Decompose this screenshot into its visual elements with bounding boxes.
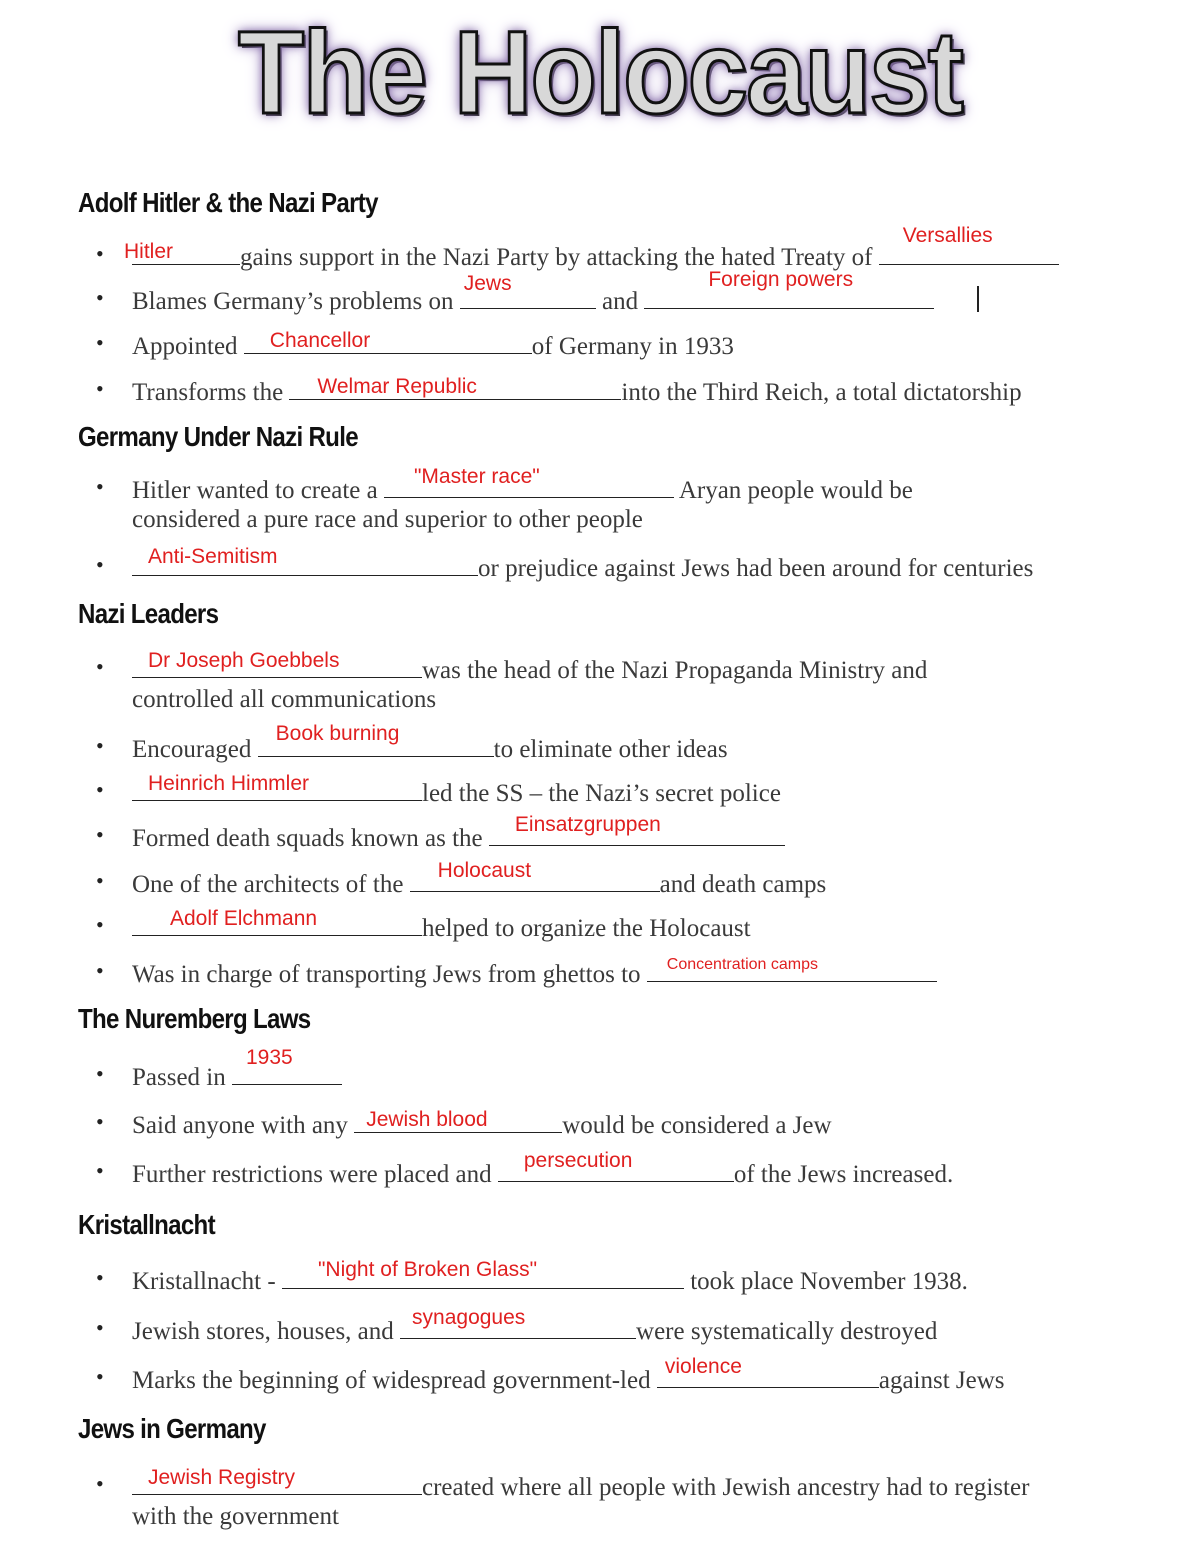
- bullet: •: [96, 912, 104, 937]
- item-kristallnacht: [132, 1258, 968, 1298]
- text-cursor: [977, 286, 979, 312]
- answer-blank[interactable]: [354, 1106, 562, 1133]
- answer-text: "Night of Broken Glass": [317, 1258, 538, 1281]
- answer-text: Dr Joseph Goebbels: [148, 649, 340, 672]
- item-master-race: [132, 465, 913, 507]
- answer-text: "Master race": [413, 465, 540, 488]
- item-text: was the head of the Nazi Propaganda Ministry and: [422, 657, 928, 684]
- item-text: created where all people with Jewish ancestry had to register: [422, 1474, 1030, 1501]
- answer-text: Concentration camps: [666, 956, 818, 973]
- bullet: •: [96, 654, 104, 679]
- answer-text: Adolf Elchmann: [170, 907, 318, 930]
- item-persecution: [132, 1149, 954, 1191]
- bullet: •: [96, 241, 104, 266]
- bullet: •: [96, 1061, 104, 1086]
- item-violence: [132, 1355, 1005, 1397]
- item-text: Passed in: [132, 1064, 232, 1091]
- item-continuation: with the government: [132, 1503, 339, 1530]
- item-text: Aryan people would be: [673, 477, 913, 504]
- answer-text: violence: [664, 1355, 742, 1378]
- item-passed: [132, 1046, 342, 1094]
- item-registry: [132, 1468, 1029, 1504]
- answer-text: persecution: [523, 1149, 633, 1172]
- item-himmler: [132, 774, 781, 810]
- page-title: The Holocaust: [237, 7, 963, 139]
- bullet: •: [96, 1315, 104, 1340]
- answer-blank[interactable]: [132, 909, 422, 936]
- answer-blank[interactable]: [289, 373, 621, 400]
- item-text: gains support in the Nazi Party by attacking the hated Treaty of: [240, 244, 879, 271]
- item-text: Transforms the: [132, 379, 290, 406]
- answer-blank[interactable]: [460, 272, 596, 309]
- item-appointed: [132, 327, 734, 363]
- answer-blank[interactable]: [489, 813, 785, 846]
- item-blames: [132, 268, 934, 318]
- section-heading-nuremberg: The Nuremberg Laws: [78, 1003, 311, 1034]
- item-text: Encouraged: [132, 736, 258, 763]
- bullet: •: [96, 1158, 104, 1183]
- answer-blank[interactable]: [132, 545, 478, 576]
- item-text: Appointed: [132, 333, 244, 360]
- item-text: Marks the beginning of widespread government-led: [132, 1367, 657, 1394]
- item-eichmann: [132, 909, 751, 945]
- answer-text: Jewish Registry: [148, 1466, 296, 1489]
- bullet: •: [96, 552, 104, 577]
- item-text: Jewish stores, houses, and: [132, 1318, 401, 1345]
- answer-text: Book burning: [275, 722, 400, 745]
- item-transporting: [132, 955, 937, 991]
- answer-text: Anti-Semitism: [148, 545, 278, 568]
- bullet: •: [96, 330, 104, 355]
- item-jewish-blood: [132, 1106, 832, 1142]
- item-text: would be considered a Jew: [562, 1112, 832, 1139]
- bullet: •: [96, 822, 104, 847]
- answer-blank[interactable]: [244, 327, 532, 354]
- item-text: Hitler wanted to create a: [132, 477, 384, 504]
- item-text: of the Jews increased.: [733, 1161, 954, 1188]
- item-text: or prejudice against Jews had been around for centuries: [478, 555, 1034, 582]
- bullet: •: [96, 474, 104, 499]
- bullet: •: [96, 868, 104, 893]
- answer-blank[interactable]: [132, 651, 422, 678]
- item-goebbels: [132, 651, 927, 687]
- answer-text: Jewish blood: [366, 1108, 488, 1131]
- item-anti-semitism: [132, 545, 1034, 585]
- bullet: •: [96, 285, 104, 310]
- answer-blank[interactable]: [879, 224, 1059, 265]
- item-text: were systematically destroyed: [636, 1318, 938, 1345]
- answer-text: Versallies: [902, 224, 993, 247]
- answer-blank[interactable]: [124, 238, 240, 265]
- item-text: Was in charge of transporting Jews from ghettos to: [132, 961, 647, 988]
- item-continuation: controlled all communications: [132, 686, 437, 713]
- section-heading-kristallnacht: Kristallnacht: [78, 1209, 215, 1240]
- section-heading-hitler: Adolf Hitler & the Nazi Party: [78, 187, 378, 218]
- item-text: helped to organize the Holocaust: [422, 915, 751, 942]
- item-text: of Germany in 1933: [531, 333, 734, 360]
- item-hitler-support: [124, 224, 1059, 274]
- answer-blank[interactable]: [410, 859, 660, 892]
- item-text: One of the architects of the: [132, 871, 410, 898]
- item-text: and: [595, 288, 645, 315]
- item-text: led the SS – the Nazi’s secret police: [422, 780, 781, 807]
- section-heading-leaders: Nazi Leaders: [78, 598, 219, 629]
- bullet: •: [96, 733, 104, 758]
- bullet: •: [96, 376, 104, 401]
- item-death-squads: [132, 813, 785, 855]
- answer-blank[interactable]: [657, 1355, 879, 1388]
- answer-text: Holocaust: [437, 859, 532, 882]
- answer-text: Chancellor: [269, 329, 371, 352]
- bullet: •: [96, 1471, 104, 1496]
- answer-text: Foreign powers: [708, 268, 854, 291]
- item-architects: [132, 859, 827, 901]
- item-text: Said anyone with any: [132, 1112, 355, 1139]
- bullet: •: [96, 777, 104, 802]
- answer-blank[interactable]: [132, 774, 422, 801]
- section-heading-germany: Germany Under Nazi Rule: [78, 421, 358, 452]
- answer-blank[interactable]: [384, 465, 674, 498]
- bullet: •: [96, 1265, 104, 1290]
- answer-text: synagogues: [412, 1306, 526, 1329]
- answer-blank[interactable]: [258, 722, 494, 757]
- item-book-burning: [132, 722, 728, 766]
- item-text: into the Third Reich, a total dictatorship: [621, 379, 1022, 406]
- item-text: and death camps: [659, 871, 827, 898]
- item-text: Blames Germany’s problems on: [132, 288, 460, 315]
- answer-blank[interactable]: [282, 1258, 684, 1289]
- bullet: •: [96, 1364, 104, 1389]
- bullet: •: [96, 1109, 104, 1134]
- answer-blank[interactable]: [647, 955, 937, 982]
- answer-text: Heinrich Himmler: [148, 772, 310, 795]
- item-text: took place November 1938.: [683, 1268, 968, 1295]
- item-synagogues: [132, 1306, 938, 1348]
- bullet: •: [96, 958, 104, 983]
- answer-text: Einsatzgruppen: [514, 813, 661, 836]
- item-text: Kristallnacht -: [132, 1268, 282, 1295]
- answer-blank[interactable]: [400, 1306, 636, 1339]
- item-text: to eliminate other ideas: [493, 736, 728, 763]
- item-text: Formed death squads known as the: [132, 825, 489, 852]
- section-heading-jews-germany: Jews in Germany: [78, 1413, 266, 1444]
- answer-blank[interactable]: [232, 1046, 342, 1085]
- answer-text: Hitler: [124, 240, 174, 263]
- item-transforms: [132, 373, 1022, 409]
- answer-text: Welmar Republic: [317, 375, 477, 398]
- answer-blank[interactable]: [498, 1149, 734, 1182]
- answer-blank[interactable]: [644, 268, 934, 309]
- item-text: Further restrictions were placed and: [132, 1161, 498, 1188]
- answer-blank[interactable]: [132, 1468, 422, 1495]
- item-continuation: considered a pure race and superior to other people: [132, 506, 643, 533]
- item-text: against Jews: [878, 1367, 1005, 1394]
- answer-text: 1935: [246, 1046, 293, 1069]
- answer-text: Jews: [463, 272, 512, 295]
